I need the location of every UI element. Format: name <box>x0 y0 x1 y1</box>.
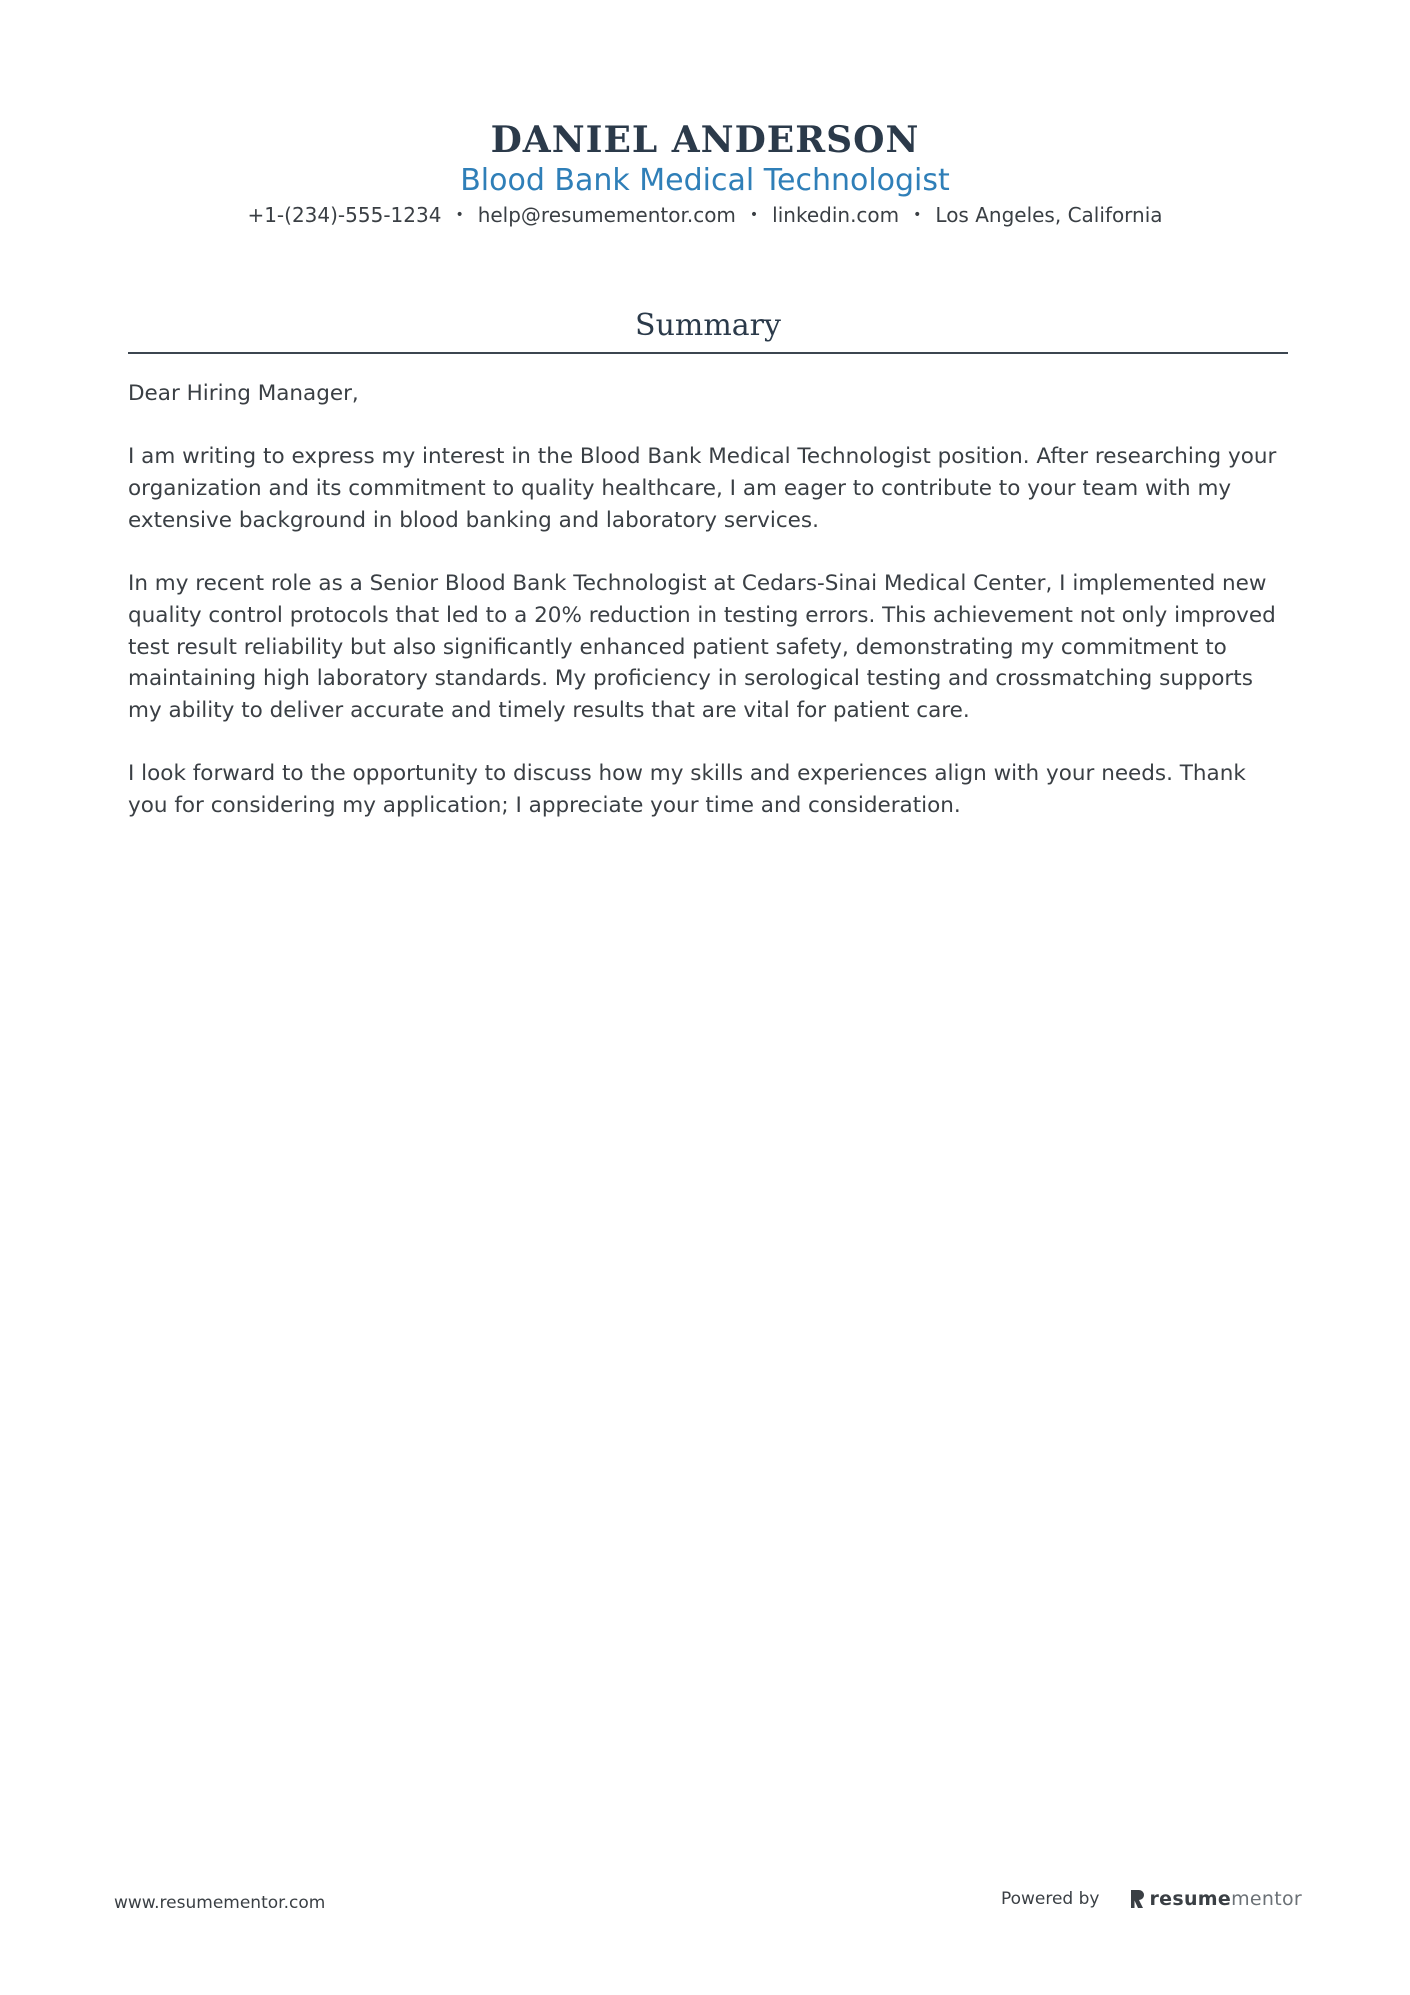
letter-header <box>0 118 1410 230</box>
footer-branding <box>1001 1888 1302 1910</box>
contact-separator: • <box>913 207 922 223</box>
letter-paragraph-intro: I am writing to express my interest in the Blood Bank Medical Technologist position. After researching your organization and its commitment to quality healthcare, I am eager to contribute to your team with my extensive background in blood banking and laboratory services. <box>128 444 1277 533</box>
letter-body <box>128 378 1288 853</box>
footer-website: www.resumementor.com <box>114 1893 326 1913</box>
applicant-role: Blood Bank Medical Technologist <box>460 163 950 198</box>
contact-line <box>0 200 1410 230</box>
resumementor-logo-icon <box>1129 1889 1145 1909</box>
applicant-name: DANIEL ANDERSON <box>490 119 920 161</box>
letter-paragraph-experience: In my recent role as a Senior Blood Bank Technologist at Cedars-Sinai Medical Center, I implemented new quality control protocols that led to a 20% reduction in testing errors. This achievement not only improved test result reliability but also significantly enhanced patient safety, demonstrating my commitment to maintaining high laboratory standards. My proficiency in serological testing and crossmatching supports my ability to deliver accurate and timely results that are vital for patient care. <box>128 571 1276 723</box>
contact-location: Los Angeles, California <box>935 203 1163 227</box>
contact-email: help@resumementor.com <box>477 203 736 227</box>
letter-salutation: Dear Hiring Manager, <box>128 381 359 406</box>
contact-separator: • <box>455 207 464 223</box>
section-title-summary: Summary <box>635 308 781 343</box>
contact-separator: • <box>749 207 759 223</box>
brand-name-bold: resume <box>1149 1888 1232 1910</box>
brand-logo <box>1129 1888 1302 1910</box>
contact-linkedin: linkedin.com <box>772 203 900 227</box>
brand-name-light: mentor <box>1231 1888 1302 1910</box>
powered-by-label: Powered by <box>1000 1889 1100 1909</box>
contact-phone: +1-(234)-555-1234 <box>247 203 442 227</box>
section-divider <box>128 352 1288 354</box>
letter-paragraph-closing: I look forward to the opportunity to discuss how my skills and experiences align with your needs. Thank you for considering my application; I appreciate your time and consideration. <box>128 761 1246 819</box>
